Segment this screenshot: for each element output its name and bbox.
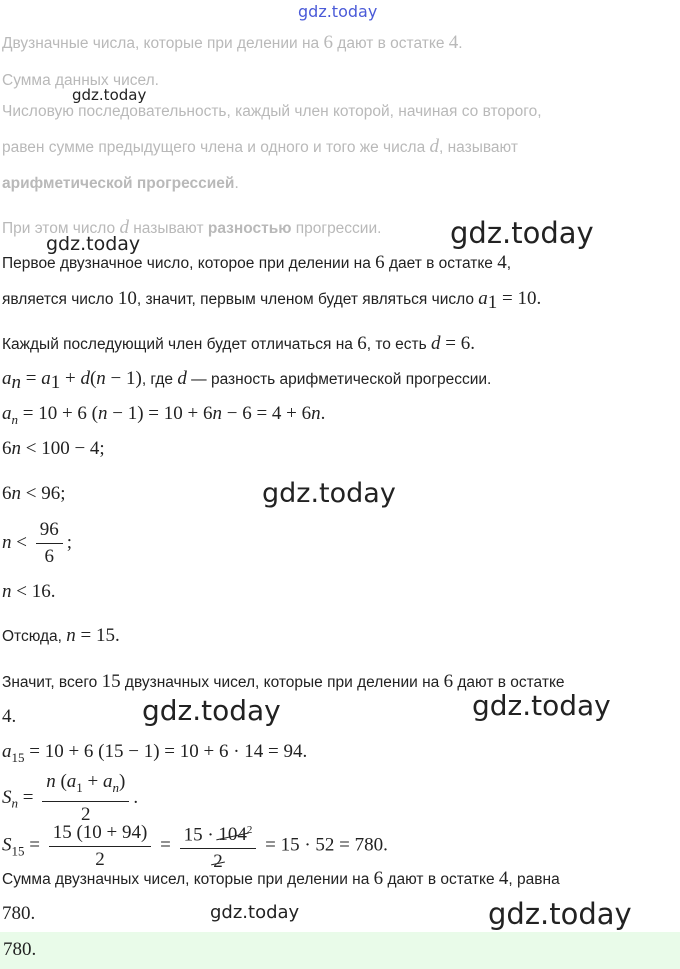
intro-line-6: При этом число d называют разностью прогрессии. [2,217,382,238]
solution-line-1: Первое двузначное число, которое при делении на 6 дает в остатке 4, [2,252,512,273]
equation-sn: $S_n$ = $\frac{n (a_1 + a_n)}{2}$ . [2,771,139,825]
watermark: gdz.today [46,233,141,255]
fraction-s15-1: $\frac{15 (10 + 94)}{2}$ [49,821,152,872]
watermark: gdz.today [450,216,594,250]
watermark: gdz.today [72,86,147,104]
fraction-s15-2: $\frac{15 \cdot 104^2}{2}$ [180,818,257,874]
solution-line-result: Сумма двузначных чисел, которые при делении на 6 дают в остатке 4, равна [2,868,560,889]
solution-line-2: является число 10, значит, первым членом будет являться число $a_1 = 10$. [2,288,542,314]
watermark: gdz.today [488,897,632,931]
intro-line-3: Числовую последовательность, каждый член которой, начиная со второго, [2,103,542,120]
equation-an: $a_n = 10 + 6$ (n − 1) = 10 + 6n − 6 = 4 + 6n. [2,403,326,427]
solution-line-hence: Отсюда, n = 15. [2,625,120,646]
answer-value: 780. [3,939,37,960]
intro-line-2: Сумма данных чисел. [2,72,159,89]
solution-line-result-end: 780. [2,903,36,924]
solution-line-4: $a_n = a_1 + d(n - 1)$, где d — разность арифметической прогрессии. [2,368,492,394]
solution-line-count: Значит, всего 15 двузначных чисел, которые при делении на 6 дают в остатке [2,671,565,692]
solution-line-3: Каждый последующий член будет отличаться на 6, то есть d = 6. [2,333,475,354]
inequality-2: 6n < 96; [2,483,66,504]
watermark: gdz.today [262,478,396,509]
intro-line-5: арифметической прогрессией. [2,175,239,192]
watermark: gdz.today [210,902,300,923]
inequality-1: 6n < 100 − 4; [2,438,105,459]
inequality-3: n < $\frac{96}{6}$ ; [2,519,72,567]
answer-box [0,932,680,969]
watermark-top: gdz.today [298,2,378,21]
intro-line-4: равен сумме предыдущего члена и одного и того же числа d, называют [2,136,518,157]
solution-line-count-end: 4. [2,706,17,727]
fraction-96-6: $\frac{96}{6}$ [36,518,63,569]
watermark: gdz.today [472,689,611,722]
fraction-sum-formula: $\frac{n (a_1 + a_n)}{2}$ [42,770,129,827]
inequality-4: n < 16. [2,581,56,602]
intro-line-1: Двузначные числа, которые при делении на 6 дают в остатке 4. [2,32,463,53]
equation-a15: $a_{15} = 10 + 6$ (15 − 1) = 10 + 6 · 14 = 94. [2,741,308,765]
watermark: gdz.today [142,694,281,727]
equation-s15: $S_{15}$ = $\frac{15 (10 + 94)}{2}$ = $\frac{15 \cdot 104^2}{2}$ = 15 · 52 = 780. [2,818,388,874]
